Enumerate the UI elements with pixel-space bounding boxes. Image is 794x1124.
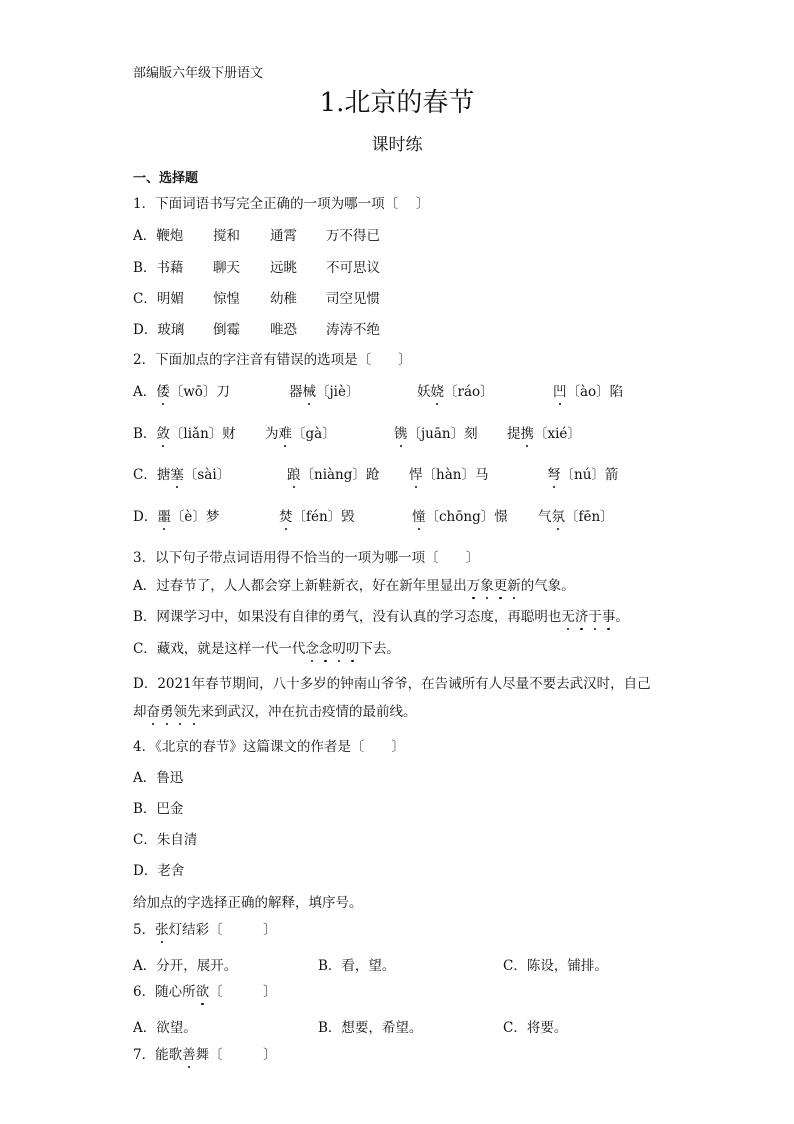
option-word: 通霄 <box>270 228 297 244</box>
option-suffix: 〔niàng〕跄 <box>300 467 380 483</box>
option-word: 搅和 <box>213 228 240 244</box>
dotted-char: 悍 <box>409 463 423 483</box>
question-4-option: B．巴金 <box>133 801 184 817</box>
pinyin-option <box>553 380 623 400</box>
question-3-option-c <box>133 637 400 657</box>
option-suffix: 〔nú〕箭 <box>560 467 619 483</box>
dotted-phrase <box>147 704 201 720</box>
question-3-option-a <box>133 574 575 594</box>
pinyin-option <box>133 505 219 525</box>
document-header: 部编版六年级下册语文 <box>133 66 264 81</box>
option-word: C．明媚 <box>133 291 184 307</box>
dotted-char: 事 <box>602 605 616 625</box>
question-5-option: A．分开，展开。 <box>133 958 238 974</box>
question-1-stem: 1．下面词语书写完全正确的一项为哪一项〔 〕 <box>133 196 430 212</box>
option-suffix: 〔juān〕刻 <box>407 426 478 442</box>
pinyin-option <box>279 505 355 525</box>
pinyin-option <box>538 505 614 525</box>
option-text: B．网课学习中，如果没有自律的勇气，没有认真的学习态度，再聪明也 <box>133 609 562 625</box>
dotted-char: 念 <box>305 637 319 657</box>
question-4-option: A．鲁迅 <box>133 770 184 786</box>
question-5-option: C．陈设，铺排。 <box>503 958 608 974</box>
option-text: 。 <box>615 609 629 625</box>
dotted-char: 携 <box>521 422 535 442</box>
option-word: 唯恐 <box>270 322 297 338</box>
dotted-char: 弩 <box>547 463 561 483</box>
question-4-stem: 4．《北京的春节》这篇课文的作者是〔 〕 <box>133 739 405 755</box>
pinyin-option <box>265 422 336 442</box>
option-suffix: 〔liǎn〕财 <box>169 426 236 442</box>
dotted-char: 新 <box>507 574 521 594</box>
pinyin-option <box>417 380 494 400</box>
option-word: A．鞭炮 <box>133 228 184 244</box>
dotted-char: 更 <box>494 574 508 594</box>
question-2-stem: 2．下面加点的字注音有错误的选项是〔 〕 <box>133 352 412 368</box>
pinyin-option <box>507 422 581 442</box>
stem-text: 6．随心所 <box>133 984 196 1000</box>
option-prefix: 器 <box>289 384 303 400</box>
option-prefix: B． <box>133 426 157 442</box>
question-3-option-d-line2 <box>133 700 417 720</box>
question-5-stem <box>133 918 277 938</box>
option-text: A．过春节了，人人都会穿上新鞋新衣，好在新年里显出 <box>133 578 467 594</box>
option-prefix: C．搪 <box>133 467 171 483</box>
dotted-char: 敛 <box>156 422 170 442</box>
option-text: 来到武汉，冲在抗击疫情的最前线。 <box>200 704 417 720</box>
pinyin-option <box>287 463 379 483</box>
question-3-option-d-line1: D．2021年春节期间，八十多岁的钟南山爷爷，在告诫所有人尽量不要去武汉时，自己 <box>133 676 651 692</box>
option-word: 幼稚 <box>270 291 297 307</box>
pinyin-option <box>547 463 618 483</box>
option-suffix: 〔jiè〕 <box>316 384 360 400</box>
dotted-char: 于 <box>588 605 602 625</box>
dotted-char: 欲 <box>196 980 210 1000</box>
dotted-char: 叨 <box>346 637 360 657</box>
pinyin-option <box>133 380 230 400</box>
option-word: 远眺 <box>270 260 297 276</box>
question-6-option: B．想要，希望。 <box>318 1020 423 1036</box>
dotted-char: 济 <box>575 605 589 625</box>
dotted-char: 领 <box>174 700 188 720</box>
question-3-stem: 3．以下句子带点词语用得不恰当的一项为哪一项〔 〕 <box>133 550 480 566</box>
option-suffix: 〔ráo〕 <box>444 384 494 400</box>
option-word: 惊惶 <box>213 291 240 307</box>
option-word: 万不得已 <box>326 228 380 244</box>
stem-text: 舞〔 〕 <box>195 1047 277 1063</box>
option-prefix: A． <box>133 384 157 400</box>
question-3-option-b <box>133 605 629 625</box>
dotted-char: 氛 <box>552 505 566 525</box>
dotted-char: 难 <box>279 422 293 442</box>
option-prefix: 妖 <box>417 384 431 400</box>
dotted-char: 镌 <box>394 422 408 442</box>
stem-text: 5． <box>133 922 156 938</box>
pinyin-option <box>409 463 488 483</box>
stem-text: 灯结彩〔 〕 <box>168 922 277 938</box>
option-word: D．玻璃 <box>133 322 185 338</box>
dotted-char: 奋 <box>147 700 161 720</box>
dotted-char: 勇 <box>160 700 174 720</box>
dotted-phrase <box>561 609 615 625</box>
option-suffix: 〔sài〕 <box>183 467 231 483</box>
dotted-char: 无 <box>561 605 575 625</box>
dotted-char: 焚 <box>279 505 293 525</box>
question-7-stem <box>133 1043 277 1063</box>
instruction-text: 给加点的字选择正确的解释，填序号。 <box>133 895 363 911</box>
pinyin-option <box>133 422 236 442</box>
dotted-phrase <box>467 578 521 594</box>
page-title: 1.北京的春节 <box>319 88 475 118</box>
option-suffix: 〔wō〕刀 <box>169 384 230 400</box>
dotted-char: 踉 <box>287 463 301 483</box>
question-4-option: C．朱自清 <box>133 832 198 848</box>
dotted-phrase <box>305 641 359 657</box>
option-suffix: 〔hàn〕马 <box>422 467 489 483</box>
pinyin-option <box>289 380 360 400</box>
pinyin-option <box>133 463 230 483</box>
option-text: 下去。 <box>359 641 400 657</box>
option-word: 倒霉 <box>213 322 240 338</box>
dotted-char: 万 <box>467 574 481 594</box>
dotted-char: 念 <box>319 637 333 657</box>
stem-text: 〔 〕 <box>209 984 277 1000</box>
question-6-option: A．欲望。 <box>133 1020 197 1036</box>
option-prefix: 为 <box>265 426 279 442</box>
page-subtitle: 课时练 <box>371 135 423 155</box>
question-5-option: B．看，望。 <box>318 958 396 974</box>
option-text: 却 <box>133 704 147 720</box>
section-heading: 一、选择题 <box>133 171 199 186</box>
dotted-char: 先 <box>187 700 201 720</box>
pinyin-option <box>394 422 478 442</box>
dotted-char: 憧 <box>412 505 426 525</box>
dotted-char: 械 <box>303 380 317 400</box>
dotted-char: 娆 <box>431 380 445 400</box>
option-prefix: 提 <box>507 426 521 442</box>
option-suffix: 〔è〕梦 <box>170 509 220 525</box>
dotted-char: 张 <box>155 918 169 938</box>
option-word: 司空见惯 <box>326 291 380 307</box>
option-text: 的气象。 <box>520 578 575 594</box>
option-word: B．书藉 <box>133 260 184 276</box>
dotted-char: 善 <box>182 1043 196 1063</box>
option-word: 涛涛不绝 <box>326 322 380 338</box>
dotted-char: 象 <box>480 574 494 594</box>
option-suffix: 〔chōng〕憬 <box>425 509 508 525</box>
dotted-char: 塞 <box>170 463 184 483</box>
question-4-option: D．老舍 <box>133 863 185 879</box>
option-suffix: 〔fēn〕 <box>565 509 614 525</box>
option-suffix: 〔gà〕 <box>292 426 336 442</box>
dotted-char: 噩 <box>157 505 171 525</box>
option-word: 不可思议 <box>326 260 380 276</box>
stem-text: 7．能歌 <box>133 1047 183 1063</box>
pinyin-option <box>412 505 508 525</box>
option-suffix: 〔ào〕陷 <box>566 384 624 400</box>
question-6-option: C．将要。 <box>503 1020 568 1036</box>
option-word: 聊天 <box>213 260 240 276</box>
option-prefix: 气 <box>538 509 552 525</box>
dotted-char: 凹 <box>553 380 567 400</box>
option-prefix: D． <box>133 509 158 525</box>
dotted-char: 叨 <box>332 637 346 657</box>
option-text: C．藏戏，就是这样一代一代 <box>133 641 306 657</box>
dotted-char: 倭 <box>156 380 170 400</box>
question-6-stem <box>133 980 277 1000</box>
option-suffix: 〔fén〕毁 <box>292 509 355 525</box>
option-suffix: 〔xié〕 <box>534 426 581 442</box>
